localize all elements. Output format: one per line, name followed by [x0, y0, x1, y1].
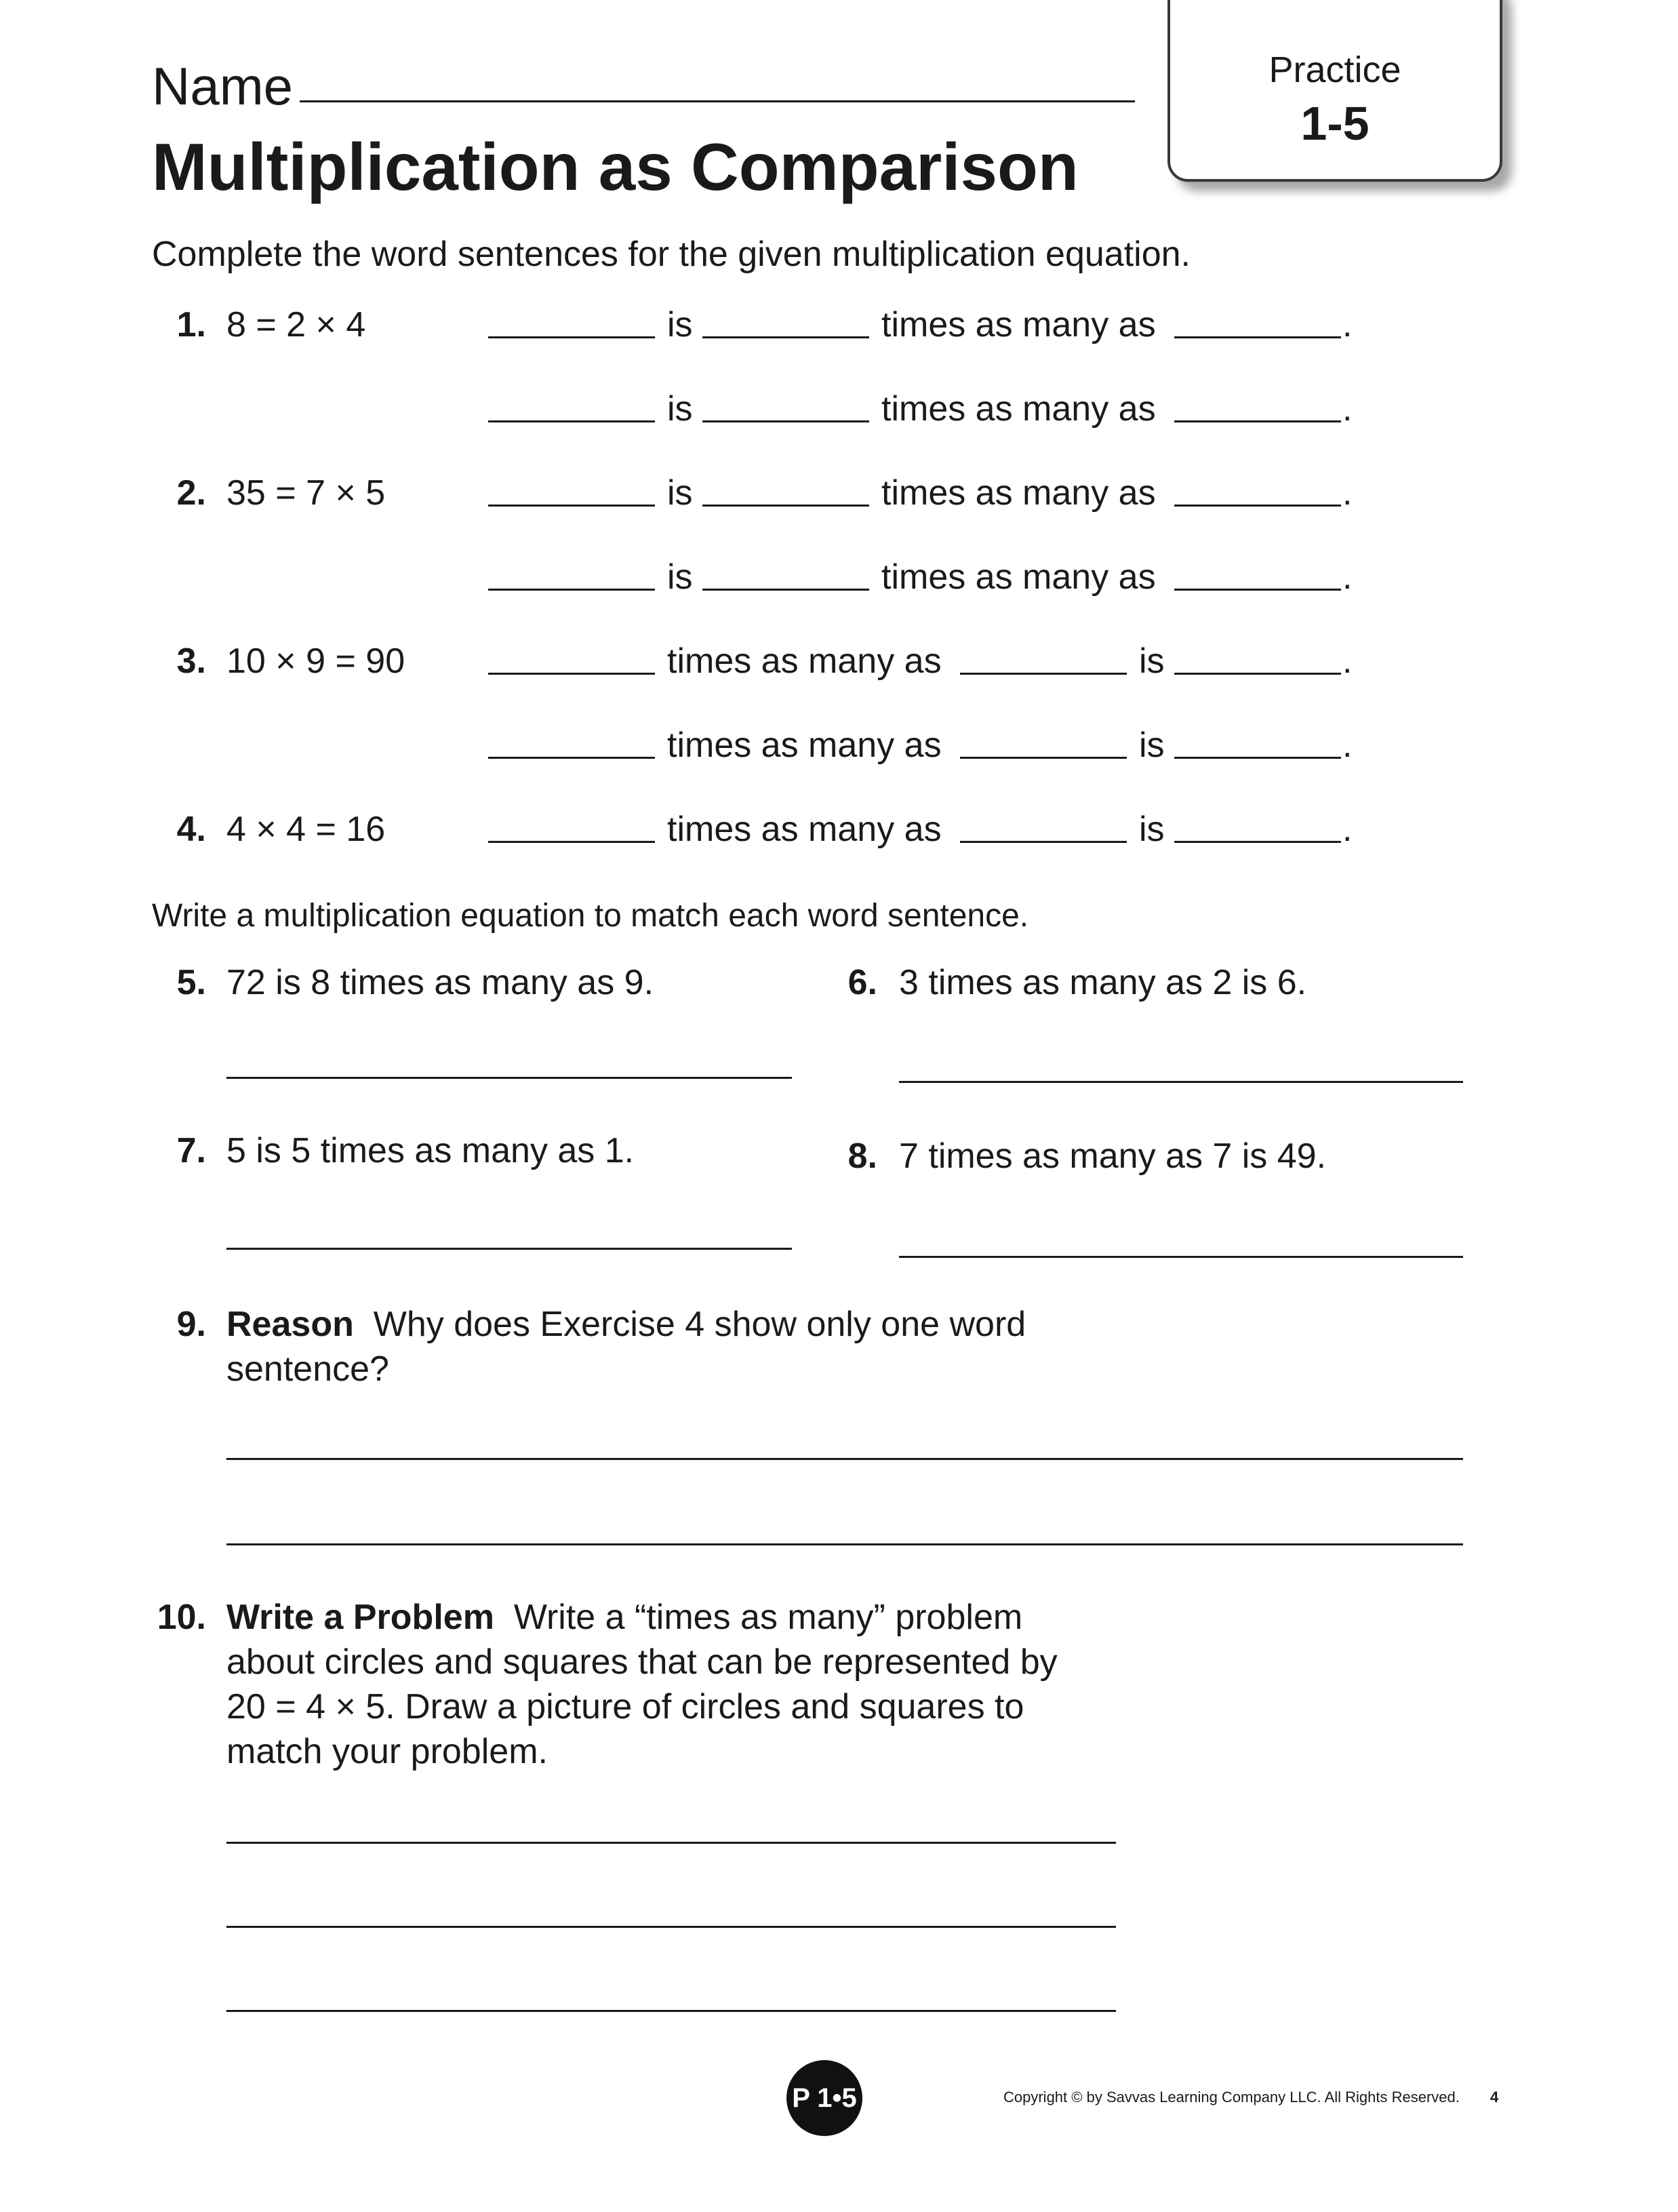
word-is: is — [667, 557, 693, 597]
answer-blank[interactable] — [488, 673, 655, 675]
answer-blank[interactable] — [960, 841, 1127, 843]
practice-number: 1-5 — [1300, 97, 1370, 150]
word-is: is — [667, 389, 693, 429]
answer-line[interactable] — [899, 1256, 1463, 1258]
exercise-9-label: Reason — [226, 1305, 354, 1344]
answer-blank[interactable] — [1174, 505, 1341, 507]
answer-blank[interactable] — [1174, 589, 1341, 591]
exercise-10-line3: 20 = 4 × 5. Draw a picture of circles and squares to — [226, 1687, 1024, 1726]
exercise-9-question-line2: sentence? — [226, 1349, 389, 1389]
exercise-10-line2: about circles and squares that can be represented by — [226, 1642, 1058, 1682]
exercise-9-prompt — [226, 1303, 1026, 1345]
part2-directions: Write a multiplication equation to match each word sentence. — [152, 898, 1029, 934]
exercise-9-number: 9. — [176, 1305, 206, 1344]
period: . — [1342, 810, 1353, 849]
exercise-2-equation: 35 = 7 × 5 — [226, 473, 386, 513]
exercise-5-number: 5. — [176, 963, 206, 1002]
answer-blank[interactable] — [1174, 841, 1341, 843]
answer-blank[interactable] — [488, 420, 655, 422]
word-times-as-many-as: times as many as — [667, 726, 942, 765]
answer-line[interactable] — [226, 1248, 792, 1250]
practice-tab — [1167, 0, 1502, 182]
name-field[interactable] — [300, 100, 1135, 102]
word-times-as-many-as: times as many as — [881, 389, 1156, 429]
exercise-8-text: 7 times as many as 7 is 49. — [899, 1137, 1327, 1176]
word-is: is — [1139, 726, 1165, 765]
word-times-as-many-as: times as many as — [881, 473, 1156, 513]
word-times-as-many-as: times as many as — [667, 810, 942, 849]
answer-blank[interactable] — [702, 505, 869, 507]
page-number: 4 — [1490, 2089, 1499, 2106]
answer-line[interactable] — [899, 1081, 1463, 1083]
exercise-6-number: 6. — [847, 963, 877, 1002]
answer-blank[interactable] — [1174, 420, 1341, 422]
answer-blank[interactable] — [488, 757, 655, 759]
word-times-as-many-as: times as many as — [881, 557, 1156, 597]
answer-blank[interactable] — [702, 420, 869, 422]
exercise-2-number: 2. — [176, 473, 206, 513]
answer-line[interactable] — [226, 1543, 1463, 1545]
answer-blank[interactable] — [1174, 757, 1341, 759]
answer-blank[interactable] — [960, 757, 1127, 759]
lesson-badge: P 1•5 — [786, 2060, 862, 2136]
answer-blank[interactable] — [488, 841, 655, 843]
answer-line[interactable] — [226, 1926, 1116, 1928]
copyright-notice: Copyright © by Savvas Learning Company LLC. All Rights Reserved. — [1003, 2089, 1460, 2106]
exercise-9-question: Why does Exercise 4 show only one word — [373, 1305, 1026, 1344]
exercise-8-number: 8. — [847, 1137, 877, 1176]
answer-blank[interactable] — [488, 505, 655, 507]
answer-line[interactable] — [226, 1458, 1463, 1460]
word-is: is — [1139, 810, 1165, 849]
answer-line[interactable] — [226, 2010, 1116, 2012]
period: . — [1342, 389, 1353, 429]
answer-line[interactable] — [226, 1077, 792, 1079]
answer-blank[interactable] — [488, 336, 655, 338]
exercise-4-number: 4. — [176, 810, 206, 849]
practice-label: Practice — [1269, 50, 1401, 90]
period: . — [1342, 473, 1353, 513]
exercise-6-text: 3 times as many as 2 is 6. — [899, 963, 1307, 1002]
answer-blank[interactable] — [702, 589, 869, 591]
word-times-as-many-as: times as many as — [881, 305, 1156, 344]
word-is: is — [667, 473, 693, 513]
period: . — [1342, 641, 1353, 681]
answer-blank[interactable] — [960, 673, 1127, 675]
word-times-as-many-as: times as many as — [667, 641, 942, 681]
exercise-3-equation: 10 × 9 = 90 — [226, 641, 405, 681]
exercise-10-label: Write a Problem — [226, 1598, 494, 1637]
answer-blank[interactable] — [1174, 336, 1341, 338]
part1-directions: Complete the word sentences for the given multiplication equation. — [152, 235, 1191, 274]
exercise-7-text: 5 is 5 times as many as 1. — [226, 1131, 635, 1170]
period: . — [1342, 726, 1353, 765]
answer-line[interactable] — [226, 1842, 1116, 1844]
name-label: Name — [152, 56, 294, 116]
word-is: is — [667, 305, 693, 344]
exercise-10-number: 10. — [157, 1598, 206, 1637]
exercise-10-question: Write a “times as many” problem — [513, 1598, 1023, 1637]
period: . — [1342, 557, 1353, 597]
exercise-10-line4: match your problem. — [226, 1732, 548, 1771]
exercise-7-number: 7. — [176, 1131, 206, 1170]
exercise-1-number: 1. — [176, 305, 206, 344]
page-title: Multiplication as Comparison — [152, 130, 1079, 204]
exercise-5-text: 72 is 8 times as many as 9. — [226, 963, 654, 1002]
exercise-3-number: 3. — [176, 641, 206, 681]
word-is: is — [1139, 641, 1165, 681]
answer-blank[interactable] — [1174, 673, 1341, 675]
exercise-4-equation: 4 × 4 = 16 — [226, 810, 386, 849]
answer-blank[interactable] — [702, 336, 869, 338]
period: . — [1342, 305, 1353, 344]
answer-blank[interactable] — [488, 589, 655, 591]
exercise-10-prompt — [226, 1596, 1022, 1638]
exercise-1-equation: 8 = 2 × 4 — [226, 305, 366, 344]
